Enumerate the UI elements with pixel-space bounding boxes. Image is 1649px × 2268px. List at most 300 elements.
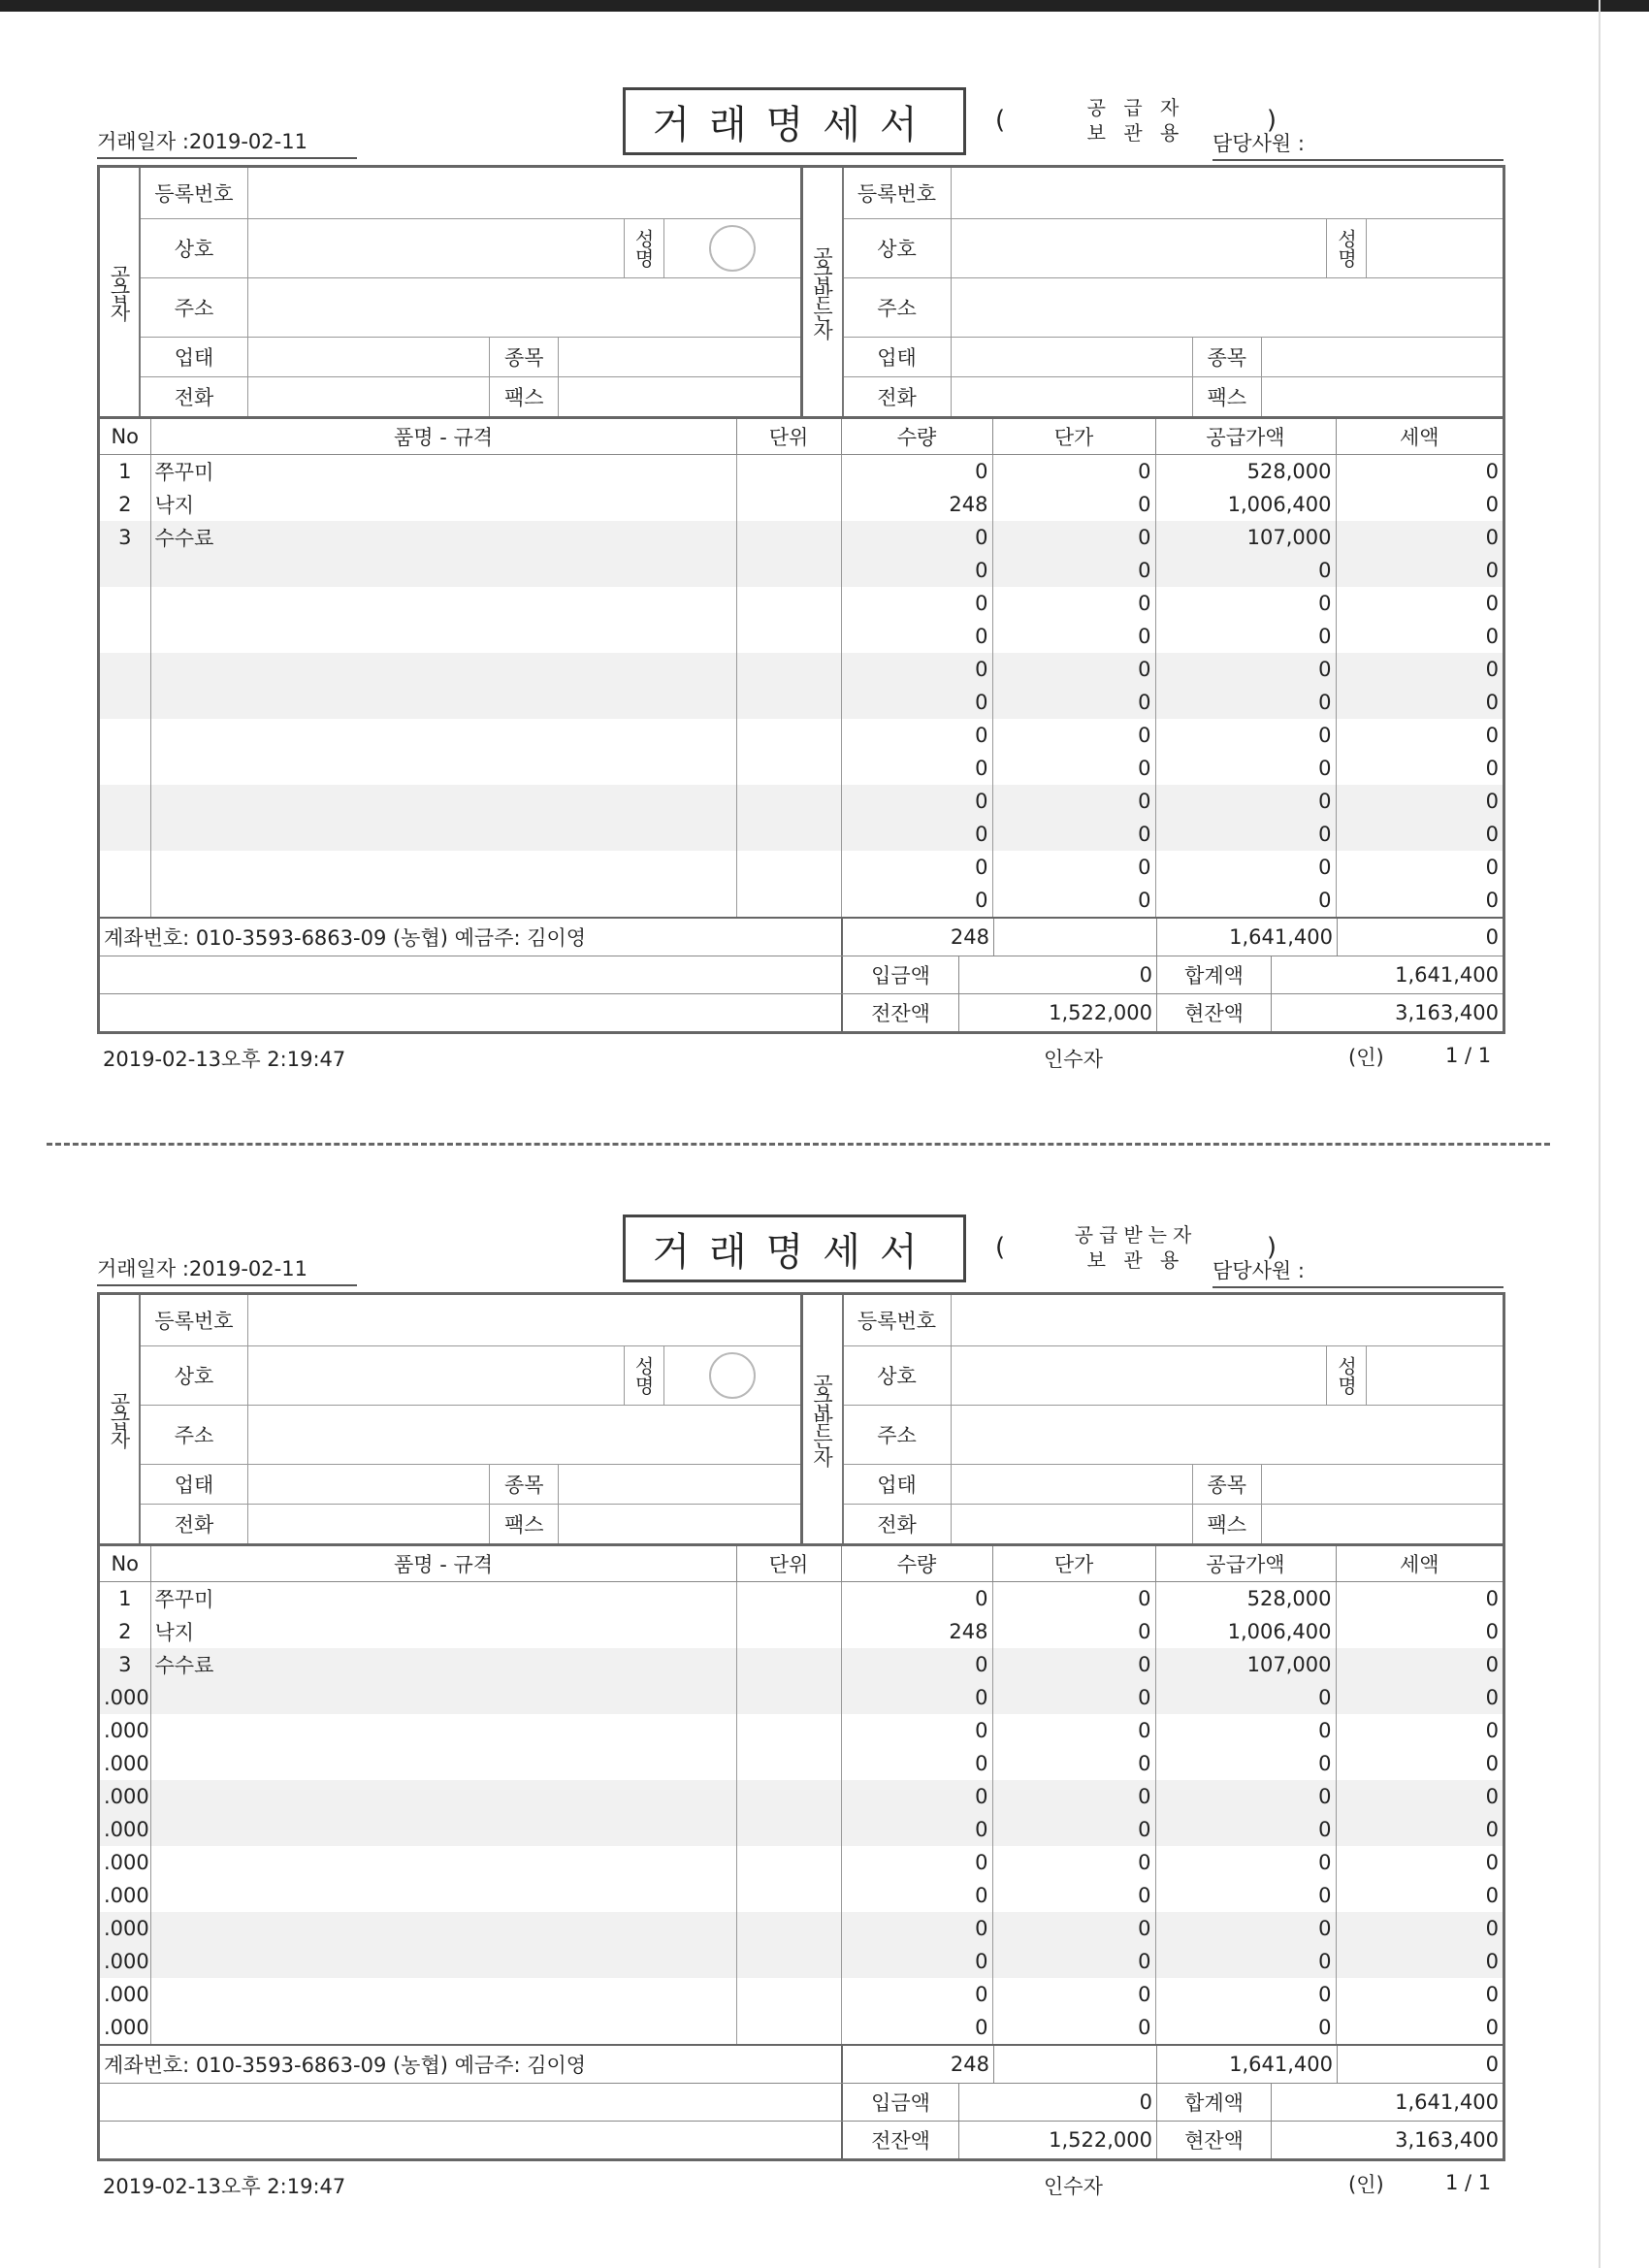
row-tax: 0: [1485, 1752, 1499, 1775]
reg-no-label: 등록번호: [844, 168, 952, 218]
row-tax: 0: [1485, 625, 1499, 648]
row-qty: 0: [841, 1978, 992, 2011]
table-row: [100, 752, 1503, 785]
printed-at: 2019-02-13오후 2:19:47: [103, 1048, 346, 1071]
row-no: .000: [100, 1978, 150, 2011]
curr-balance-value: 3,163,400: [1395, 1001, 1499, 1024]
row-price: 0: [992, 785, 1155, 818]
row-supply: 0: [1155, 1846, 1336, 1879]
row-item: [150, 1978, 736, 2011]
table-row: [100, 620, 1503, 653]
copy-type-line1: 공급받는자: [1074, 1223, 1198, 1247]
curr-balance-label: 현잔액: [1157, 2122, 1272, 2158]
row-item: 낙지: [150, 488, 736, 521]
row-unit: [736, 818, 841, 851]
col-price: 단가: [992, 419, 1155, 455]
name-label: 상호: [844, 1346, 952, 1405]
table-row: [100, 653, 1503, 686]
biz-type-label: 업태: [141, 1465, 248, 1504]
row-tax: 0: [1336, 686, 1503, 719]
row-item: [150, 686, 736, 719]
table-row: [100, 1912, 1503, 1945]
row-supply: 0: [1155, 1879, 1336, 1912]
table-row: [100, 1813, 1503, 1846]
address-label: 주소: [141, 278, 248, 337]
row-price: 0: [992, 521, 1155, 554]
row-unit: [736, 2011, 841, 2044]
col-supply: 공급가액: [1155, 1546, 1336, 1582]
biz-type-label: 업태: [844, 1465, 952, 1504]
row-no: .000: [100, 1846, 150, 1879]
row-item: [150, 1813, 736, 1846]
row-item: [150, 1681, 736, 1714]
address-value: [248, 278, 800, 337]
row-unit: [736, 653, 841, 686]
reg-no-value: [248, 1295, 800, 1345]
col-no: No: [100, 419, 150, 455]
prev-balance-value: 1,522,000: [959, 2122, 1157, 2158]
name-label: 상호: [141, 1346, 248, 1405]
recipient-label: 인수자: [1044, 2175, 1103, 2198]
row-price: 0: [992, 1912, 1155, 1945]
row-supply: 0: [1155, 620, 1336, 653]
row-tax: 0: [1485, 1983, 1499, 2006]
invoice-header: [97, 1215, 1505, 1292]
row-unit: [736, 1813, 841, 1846]
deposit-label: 입금액: [843, 2084, 959, 2121]
row-no: .000: [100, 1945, 150, 1978]
table-row: [100, 1780, 1503, 1813]
receiver-block: [800, 168, 1504, 416]
row-price: 0: [992, 1813, 1155, 1846]
copy-type-line1: 공 급 자: [1086, 96, 1185, 119]
row-qty: 0: [841, 2011, 992, 2044]
col-tax: 세액: [1336, 1546, 1503, 1582]
table-row: [100, 455, 1503, 489]
row-supply: 0: [1155, 1747, 1336, 1780]
row-qty: 0: [841, 653, 992, 686]
row-supply: 0: [1155, 785, 1336, 818]
name-label: 상호: [844, 219, 952, 277]
row-tax: 0: [1336, 1681, 1503, 1714]
row-price: 0: [992, 818, 1155, 851]
row-item: [150, 1945, 736, 1978]
table-row: [100, 851, 1503, 884]
table-row: [100, 1615, 1503, 1648]
row-qty: 0: [841, 686, 992, 719]
row-price: 0: [992, 884, 1155, 917]
table-row: [100, 719, 1503, 752]
table-row: [100, 587, 1503, 620]
row-unit: [736, 1846, 841, 1879]
row-supply: 0: [1155, 1681, 1336, 1714]
scan-top-edge: [0, 0, 1649, 12]
row-price: 0: [992, 1615, 1155, 1648]
scan-right-edge: [1599, 0, 1600, 2268]
row-item: [150, 1879, 736, 1912]
name-label: 상호: [141, 219, 248, 277]
row-unit: [736, 1912, 841, 1945]
row-qty: 0: [841, 1846, 992, 1879]
cut-line: [47, 1143, 1550, 1146]
row-unit: [736, 488, 841, 521]
row-tax: 0: [1485, 1884, 1499, 1907]
row-supply: 0: [1155, 653, 1336, 686]
col-supply: 공급가액: [1155, 419, 1336, 455]
row-unit: [736, 1978, 841, 2011]
row-no: [100, 752, 150, 785]
receiver-block: [800, 1295, 1504, 1543]
row-supply: 0: [1155, 1912, 1336, 1945]
invoice-copy-supplier: [97, 87, 1505, 1073]
row-unit: [736, 1879, 841, 1912]
col-qty: 수량: [841, 1546, 992, 1582]
row-price: 0: [992, 1879, 1155, 1912]
reg-no-value: [248, 168, 800, 218]
row-supply: 0: [1155, 1945, 1336, 1978]
row-item: [150, 1780, 736, 1813]
row-unit: [736, 1780, 841, 1813]
row-unit: [736, 1648, 841, 1681]
row-tax: 0: [1485, 1851, 1499, 1874]
row-unit: [736, 719, 841, 752]
row-price: 0: [992, 488, 1155, 521]
phone-label: 전화: [844, 377, 952, 416]
address-label: 주소: [141, 1406, 248, 1464]
row-item: [150, 1747, 736, 1780]
row-price: 0: [992, 686, 1155, 719]
row-unit: [736, 851, 841, 884]
invoice-footer: [97, 1034, 1505, 1073]
biz-item-label: 종목: [489, 338, 559, 376]
table-row: [100, 818, 1503, 851]
row-no: [100, 587, 150, 620]
row-qty: 248: [841, 488, 992, 521]
row-unit: [736, 455, 841, 489]
phone-label: 전화: [844, 1505, 952, 1543]
items-body: [100, 455, 1503, 918]
row-item: [150, 1846, 736, 1879]
row-item: [150, 851, 736, 884]
owner-label: 성명: [1326, 219, 1367, 277]
company-seal: [664, 219, 800, 277]
row-no: [100, 884, 150, 917]
table-row: [100, 884, 1503, 917]
row-unit: [736, 884, 841, 917]
row-no: .000: [100, 1714, 150, 1747]
row-supply: 0: [1155, 2011, 1336, 2044]
row-qty: 0: [841, 1648, 992, 1681]
table-row: [100, 1978, 1503, 2011]
row-supply: 0: [1155, 851, 1336, 884]
table-row: [100, 1945, 1503, 1978]
table-row: [100, 1747, 1503, 1780]
reg-no-label: 등록번호: [844, 1295, 952, 1345]
table-row: [100, 1879, 1503, 1912]
row-tax: 0: [1485, 757, 1499, 780]
name-value: [248, 219, 624, 277]
row-item: [150, 785, 736, 818]
items-table: [100, 1546, 1503, 2044]
supplier-label: 공급자: [100, 1295, 141, 1543]
table-row: [100, 1714, 1503, 1747]
row-price: 0: [992, 1681, 1155, 1714]
row-supply: 0: [1155, 1780, 1336, 1813]
row-no: .000: [100, 2011, 150, 2044]
row-unit: [736, 521, 841, 554]
table-row: [100, 1846, 1503, 1879]
name-value: [248, 1346, 624, 1405]
row-unit: [736, 587, 841, 620]
row-tax: 0: [1485, 1620, 1499, 1643]
total-supply: 1,641,400: [1157, 919, 1338, 956]
row-price: 0: [992, 1846, 1155, 1879]
biz-type-label: 업태: [844, 338, 952, 376]
seal-mark: (인): [1348, 2173, 1384, 2196]
row-supply: 0: [1155, 884, 1336, 917]
row-qty: 0: [841, 785, 992, 818]
reg-no-label: 등록번호: [141, 1295, 248, 1345]
recipient-label: 인수자: [1044, 1048, 1103, 1071]
invoice-copy-receiver: [97, 1215, 1505, 2200]
row-item: [150, 1714, 736, 1747]
row-qty: 0: [841, 818, 992, 851]
row-price: 0: [992, 752, 1155, 785]
row-price: 0: [992, 1780, 1155, 1813]
curr-balance-value: 3,163,400: [1395, 2128, 1499, 2152]
row-tax: 0: [1336, 1813, 1503, 1846]
row-price: 0: [992, 587, 1155, 620]
row-qty: 0: [841, 554, 992, 587]
table-row: [100, 554, 1503, 587]
staff-label: 담당사원 :: [1212, 128, 1504, 161]
col-tax: 세액: [1336, 419, 1503, 455]
row-no: 3: [100, 521, 150, 554]
row-tax: 0: [1485, 889, 1499, 912]
copy-type: ( 공급받는자 보 관 용 ): [995, 1223, 1277, 1272]
row-qty: 0: [841, 1747, 992, 1780]
row-unit: [736, 1714, 841, 1747]
row-price: 0: [992, 455, 1155, 489]
invoice-title: 거래명세서: [623, 1215, 966, 1282]
row-no: 1: [100, 1582, 150, 1616]
table-row: [100, 1681, 1503, 1714]
sum-value: 1,641,400: [1395, 963, 1499, 987]
invoice-frame: [97, 165, 1505, 1034]
biz-item-label: 종목: [1192, 1465, 1262, 1504]
transaction-date: 거래일자 :2019-02-11: [97, 1253, 357, 1286]
row-supply: 0: [1155, 818, 1336, 851]
row-no: .000: [100, 1879, 150, 1912]
fax-label: 팩스: [1192, 377, 1262, 416]
row-price: 0: [992, 1747, 1155, 1780]
receiver-label: 공급받는자: [803, 1295, 844, 1543]
row-supply: 0: [1155, 752, 1336, 785]
party-section: [100, 168, 1503, 419]
address-label: 주소: [844, 1406, 952, 1464]
row-qty: 0: [841, 1714, 992, 1747]
row-price: 0: [992, 851, 1155, 884]
row-tax: 0: [1336, 785, 1503, 818]
col-unit: 단위: [736, 1546, 841, 1582]
summary: [100, 917, 1503, 1031]
total-tax: 0: [1485, 925, 1499, 949]
prev-balance-label: 전잔액: [843, 994, 959, 1031]
table-row: [100, 686, 1503, 719]
row-price: 0: [992, 1945, 1155, 1978]
row-no: [100, 620, 150, 653]
row-qty: 0: [841, 1582, 992, 1616]
row-no: .000: [100, 1681, 150, 1714]
row-supply: 1,006,400: [1155, 1615, 1336, 1648]
sum-label: 합계액: [1157, 956, 1272, 993]
row-tax: 0: [1485, 2016, 1499, 2039]
party-section: [100, 1295, 1503, 1546]
row-unit: [736, 785, 841, 818]
biz-type-label: 업태: [141, 338, 248, 376]
row-no: [100, 719, 150, 752]
col-item: 품명 - 규격: [150, 419, 736, 455]
row-price: 0: [992, 2011, 1155, 2044]
row-price: 0: [992, 620, 1155, 653]
copy-type-line2: 보 관 용: [1086, 121, 1185, 145]
row-qty: 0: [841, 1813, 992, 1846]
row-price: 0: [992, 1978, 1155, 2011]
items-body: [100, 1582, 1503, 2045]
row-tax: 0: [1485, 493, 1499, 516]
row-supply: 0: [1155, 587, 1336, 620]
row-tax: 0: [1336, 1912, 1503, 1945]
row-qty: 0: [841, 752, 992, 785]
items-table: [100, 419, 1503, 917]
row-unit: [736, 1615, 841, 1648]
row-item: [150, 884, 736, 917]
row-no: [100, 554, 150, 587]
row-no: [100, 686, 150, 719]
row-price: 0: [992, 1648, 1155, 1681]
row-unit: [736, 686, 841, 719]
supplier-block: [100, 168, 800, 416]
fax-label: 팩스: [1192, 1505, 1262, 1543]
row-qty: 0: [841, 1912, 992, 1945]
row-tax: 0: [1485, 856, 1499, 879]
row-unit: [736, 1582, 841, 1616]
prev-balance-label: 전잔액: [843, 2122, 959, 2158]
table-row: [100, 488, 1503, 521]
row-no: 2: [100, 488, 150, 521]
row-tax: 0: [1336, 818, 1503, 851]
row-no: 1: [100, 455, 150, 489]
owner-label: 성명: [624, 219, 664, 277]
owner-label: 성명: [1326, 1346, 1367, 1405]
row-item: 수수료: [150, 1648, 736, 1681]
phone-label: 전화: [141, 377, 248, 416]
row-tax: 0: [1336, 1780, 1503, 1813]
row-tax: 0: [1485, 1587, 1499, 1610]
invoice-footer: [97, 2161, 1505, 2200]
row-qty: 248: [841, 1615, 992, 1648]
row-tax: 0: [1336, 653, 1503, 686]
row-qty: 0: [841, 719, 992, 752]
row-supply: 1,006,400: [1155, 488, 1336, 521]
row-no: [100, 785, 150, 818]
page-number: 1 / 1: [1445, 1044, 1492, 1067]
row-tax: 0: [1485, 724, 1499, 747]
fax-label: 팩스: [489, 377, 559, 416]
col-unit: 단위: [736, 419, 841, 455]
row-supply: 0: [1155, 554, 1336, 587]
row-no: .000: [100, 1747, 150, 1780]
sum-value: 1,641,400: [1395, 2090, 1499, 2114]
row-supply: 0: [1155, 686, 1336, 719]
col-price: 단가: [992, 1546, 1155, 1582]
row-unit: [736, 1945, 841, 1978]
row-item: [150, 620, 736, 653]
deposit-value: 0: [959, 956, 1157, 993]
row-no: 3: [100, 1648, 150, 1681]
reg-no-label: 등록번호: [141, 168, 248, 218]
address-value: [248, 1406, 800, 1464]
row-supply: 0: [1155, 719, 1336, 752]
col-item: 품명 - 규격: [150, 1546, 736, 1582]
row-price: 0: [992, 653, 1155, 686]
curr-balance-label: 현잔액: [1157, 994, 1272, 1031]
row-item: [150, 1912, 736, 1945]
row-supply: 0: [1155, 1813, 1336, 1846]
row-no: [100, 818, 150, 851]
row-unit: [736, 554, 841, 587]
row-tax: 0: [1336, 521, 1503, 554]
copy-type: ( 공 급 자 보 관 용 ): [995, 96, 1277, 145]
invoice-title: 거래명세서: [623, 87, 966, 155]
supplier-block: [100, 1295, 800, 1543]
account-info: 계좌번호: 010-3593-6863-09 (농협) 예금주: 김이영: [100, 2046, 843, 2083]
col-qty: 수량: [841, 419, 992, 455]
row-qty: 0: [841, 851, 992, 884]
row-unit: [736, 1681, 841, 1714]
supplier-label: 공급자: [100, 168, 141, 416]
row-qty: 0: [841, 1681, 992, 1714]
row-no: [100, 851, 150, 884]
row-qty: 0: [841, 620, 992, 653]
row-item: [150, 818, 736, 851]
transaction-date: 거래일자 :2019-02-11: [97, 126, 357, 159]
row-price: 0: [992, 1582, 1155, 1616]
copy-type-line2: 보 관 용: [1086, 1248, 1185, 1272]
row-supply: 528,000: [1155, 1582, 1336, 1616]
biz-item-label: 종목: [1192, 338, 1262, 376]
prev-balance-value: 1,522,000: [959, 994, 1157, 1031]
row-supply: 107,000: [1155, 521, 1336, 554]
row-item: [150, 2011, 736, 2044]
table-row: [100, 1582, 1503, 1616]
row-no: 2: [100, 1615, 150, 1648]
row-item: 낙지: [150, 1615, 736, 1648]
phone-label: 전화: [141, 1505, 248, 1543]
deposit-value: 0: [959, 2084, 1157, 2121]
row-qty: 0: [841, 884, 992, 917]
row-qty: 0: [841, 1879, 992, 1912]
row-item: [150, 752, 736, 785]
summary: [100, 2044, 1503, 2158]
row-tax: 0: [1485, 460, 1499, 483]
table-row: [100, 521, 1503, 554]
total-qty: 248: [843, 919, 994, 956]
sum-label: 합계액: [1157, 2084, 1272, 2121]
biz-item-label: 종목: [489, 1465, 559, 1504]
row-price: 0: [992, 1714, 1155, 1747]
table-row: [100, 2011, 1503, 2044]
